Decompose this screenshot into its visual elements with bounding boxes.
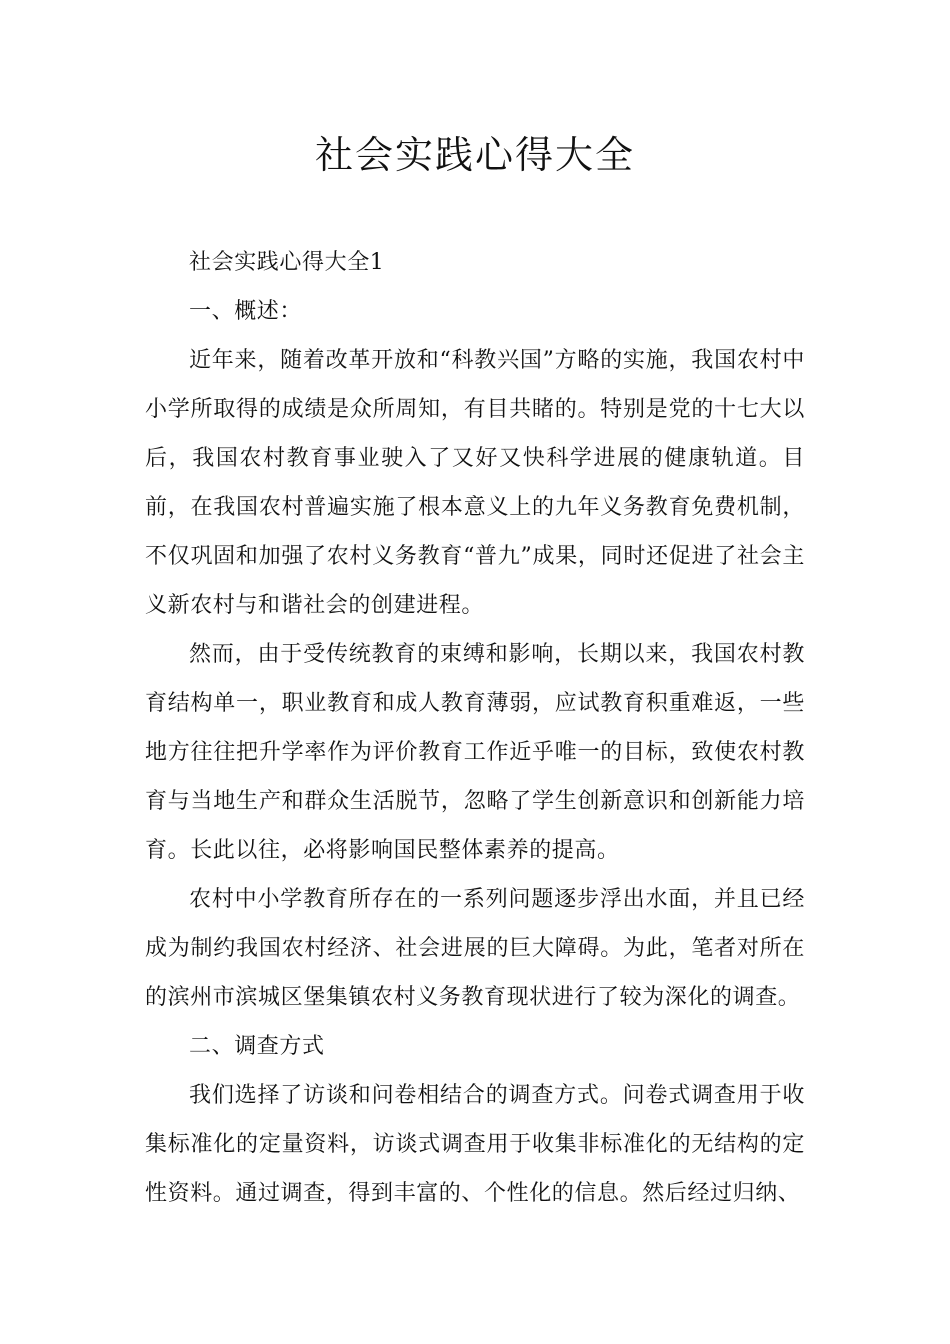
paragraph-1: 近年来，随着改革开放和“科教兴国”方略的实施，我国农村中小学所取得的成绩是众所周知，有目共睹的。特别是党的十七大以后，我国农村教育事业驶入了又好又快科学进展的健康轨道。目前，在我国农村普遍实施了根本意义上的九年义务教育免费机制，不仅巩固和加强了农村义务教育“普九”成果，同时还促进了社会主义新农村与和谐社会的创建进程。: [145, 348, 805, 618]
document-body: [145, 238, 805, 1218]
subheading-survey-method: 二、调查方式: [189, 1034, 325, 1059]
paragraph-3: 农村中小学教育所存在的一系列问题逐步浮出水面，并且已经成为制约我国农村经济、社会进展的巨大障碍。为此，笔者对所在的滨州市滨城区堡集镇农村义务教育现状进行了较为深化的调查。: [145, 887, 805, 1010]
document-title: 社会实践心得大全: [314, 133, 635, 177]
subheading-overview: 一、概述：: [189, 299, 303, 324]
paragraph-4: 我们选择了访谈和问卷相结合的调查方式。问卷式调查用于收集标准化的定量资料，访谈式调查用于收集非标准化的无结构的定性资料。通过调查，得到丰富的、个性化的信息。然后经过归纳、: [145, 1083, 805, 1206]
section-heading-1: 社会实践心得大全1: [189, 250, 385, 275]
paragraph-2: 然而，由于受传统教育的束缚和影响，长期以来，我国农村教育结构单一，职业教育和成人教育薄弱，应试教育积重难返，一些地方往往把升学率作为评价教育工作近乎唯一的目标，致使农村教育与当地生产和群众生活脱节，忽略了学生创新意识和创新能力培育。长此以往，必将影响国民整体素养的提高。: [145, 642, 805, 863]
